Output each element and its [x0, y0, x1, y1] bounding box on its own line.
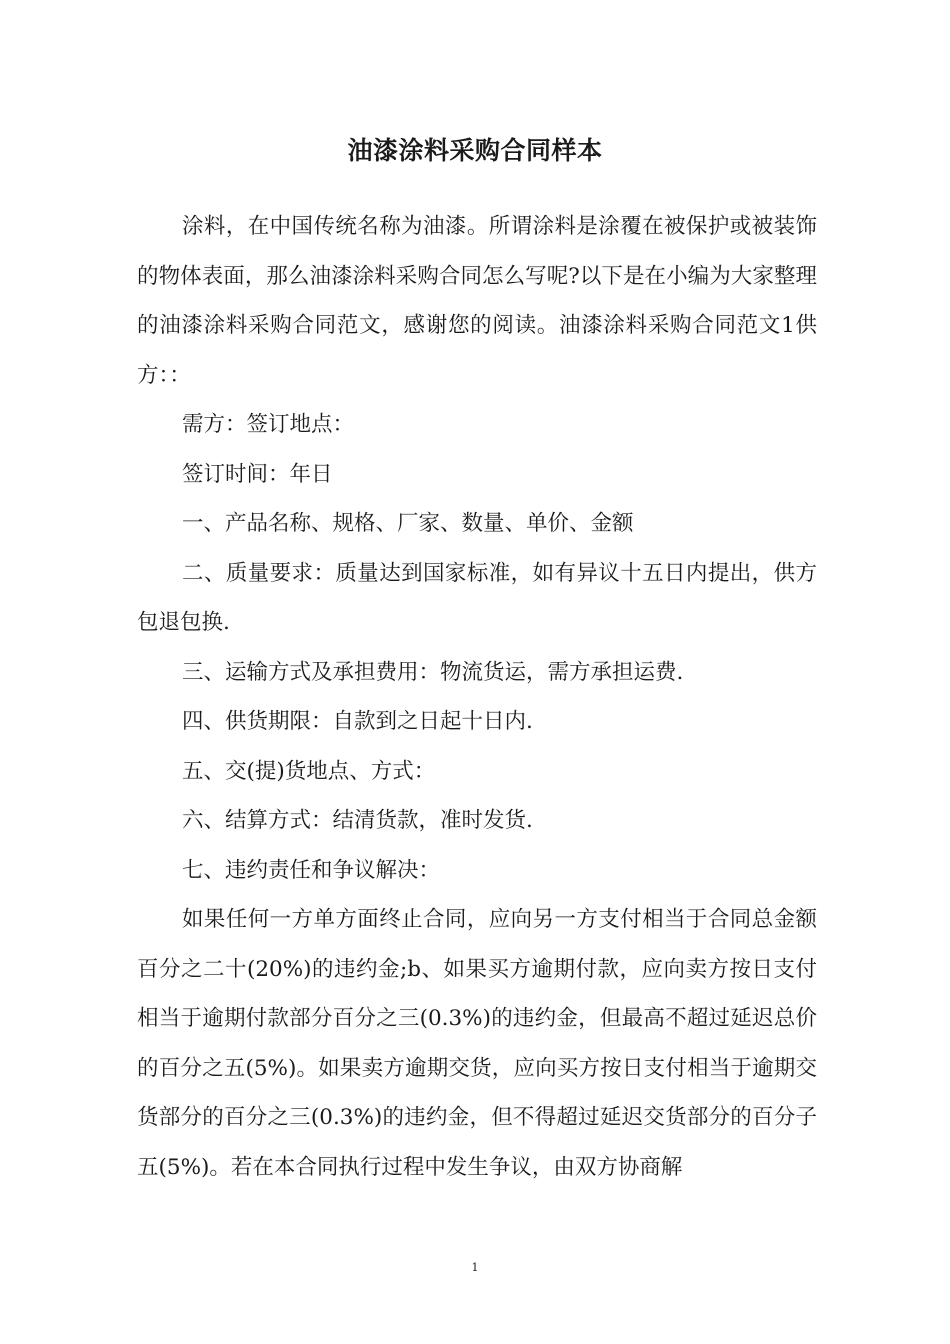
document-title: 油漆涂料采购合同样本	[347, 136, 603, 165]
page-number: 1	[471, 1261, 479, 1274]
paragraph-clause-5: 五、交(提)货地点、方式：	[182, 758, 436, 784]
paragraph-sign-time: 签订时间：年日	[182, 461, 333, 487]
paragraph-clause-6: 六、结算方式：结清货款，准时发货.	[182, 808, 533, 833]
document-body	[137, 202, 817, 1192]
paragraph-intro: 涂料，在中国传统名称为油漆。所谓涂料是涂覆在被保护或被装饰的物体表面，那么油漆涂料采购合同怎么写呢?以下是在小编为大家整理的油漆涂料采购合同范文，感谢您的阅读。油漆涂料采购合同范文1供方：：	[137, 214, 817, 388]
paragraph-clause-2: 二、质量要求：质量达到国家标准，如有异议十五日内提出，供方包退包换.	[137, 560, 817, 635]
paragraph-breach-terms: 如果任何一方单方面终止合同，应向另一方支付相当于合同总金额百分之二十(20%)的违约金;b、如果买方逾期付款，应向卖方按日支付相当于逾期付款部分百分之三(0.3%)的违约金，但最高不超过延迟总价的百分之五(5%)。如果卖方逾期交货，应向买方按日支付相当于逾期交货部分的百分之三(0.3%)的违约金，但不得超过延迟交货部分的百分子五(5%)。若在本合同执行过程中发生争议，由双方协商解	[137, 907, 817, 1180]
paragraph-clause-7: 七、违约责任和争议解决：	[182, 857, 441, 883]
paragraph-buyer: 需方：签订地点：	[182, 412, 355, 437]
paragraph-clause-3: 三、运输方式及承担费用：物流货运，需方承担运费.	[182, 659, 684, 685]
paragraph-clause-1: 一、产品名称、规格、厂家、数量、单价、金额	[182, 511, 634, 536]
paragraph-clause-4: 四、供货期限：自款到之日起十日内.	[182, 709, 533, 734]
